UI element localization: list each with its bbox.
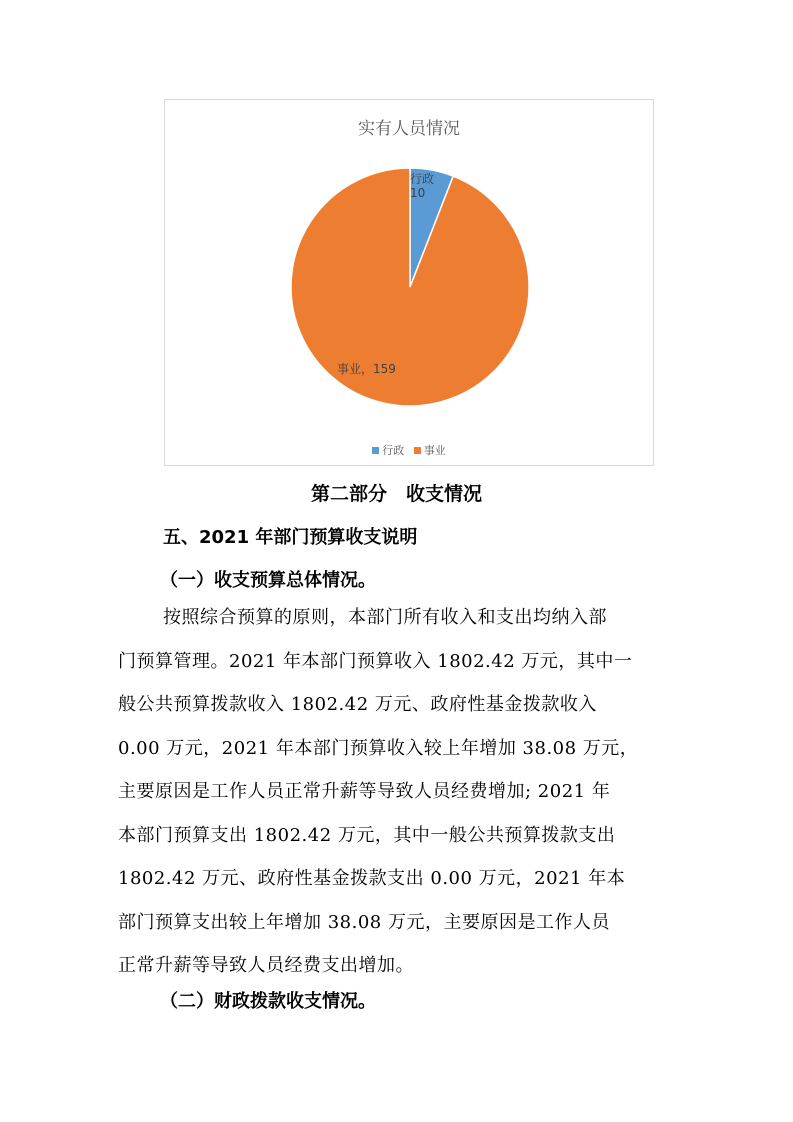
paragraph-line: 般公共预算拨款收入 1802.42 万元、政府性基金拨款收入 bbox=[118, 694, 597, 715]
chart-title: 实有人员情况 bbox=[358, 119, 460, 139]
paragraph-line: 正常升薪等导致人员经费支出增加。 bbox=[118, 955, 414, 976]
legend-swatch-orange bbox=[414, 447, 421, 454]
paragraph-line: 1802.42 万元、政府性基金拨款支出 0.00 万元，2021 年本 bbox=[118, 868, 626, 889]
paragraph-line: 本部门预算支出 1802.42 万元，其中一般公共预算拨款支出 bbox=[118, 825, 616, 846]
data-label-shiye: 事业，159 bbox=[337, 362, 396, 376]
pie-slice-shiye bbox=[291, 168, 529, 406]
section-title: 第二部分 收支情况 bbox=[310, 483, 482, 505]
heading-five-one: （一）收支预算总体情况。 bbox=[160, 570, 376, 591]
legend-label-shiye: 事业 bbox=[423, 444, 446, 457]
pie-chart bbox=[164, 99, 654, 466]
data-label-xingzheng bbox=[410, 172, 434, 200]
paragraph-line: 主要原因是工作人员正常升薪等导致人员经费增加; 2021 年 bbox=[118, 781, 611, 802]
paragraph-line: 按照综合预算的原则，本部门所有收入和支出均纳入部 bbox=[163, 607, 607, 628]
legend-label-xingzheng: 行政 bbox=[382, 444, 405, 457]
paragraph-line: 0.00 万元，2021 年本部门预算收入较上年增加 38.08 万元， bbox=[118, 738, 639, 759]
heading-five: 五、2021 年部门预算收支说明 bbox=[163, 527, 418, 548]
heading-five-two: （二）财政拨款收支情况。 bbox=[160, 991, 376, 1012]
legend-item-shiye bbox=[414, 442, 446, 458]
legend-swatch-blue bbox=[372, 447, 379, 454]
data-label-xingzheng-name: 行政 bbox=[410, 172, 435, 186]
legend-item-xingzheng bbox=[372, 442, 404, 458]
chart-legend bbox=[165, 442, 653, 458]
data-label-xingzheng-value: 10 bbox=[410, 186, 426, 200]
paragraph-line: 门预算管理。2021 年本部门预算收入 1802.42 万元，其中一 bbox=[118, 651, 633, 672]
paragraph-line: 部门预算支出较上年增加 38.08 万元，主要原因是工作人员 bbox=[118, 912, 610, 933]
pie-chart-svg bbox=[165, 100, 655, 467]
